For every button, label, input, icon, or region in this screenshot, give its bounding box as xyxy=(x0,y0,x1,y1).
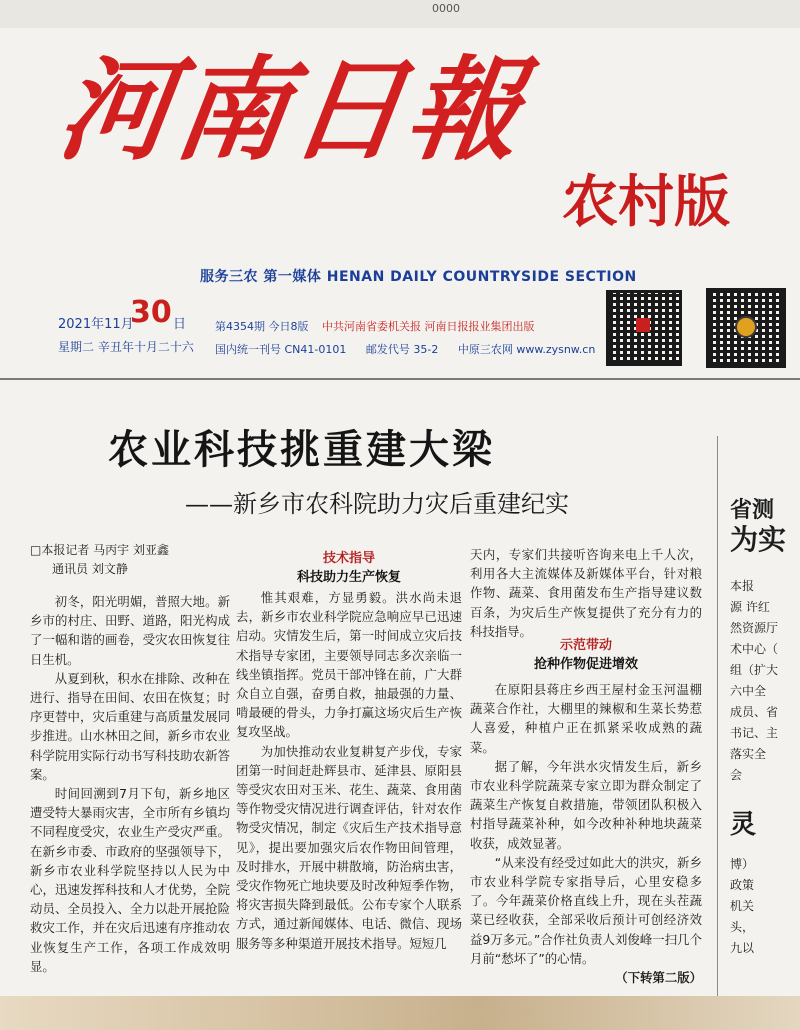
side-line: 落实全 xyxy=(730,747,767,761)
column-divider xyxy=(717,436,718,996)
masthead-title: 河南日報 xyxy=(50,45,534,176)
issue-number: 第4354期 今日8版 xyxy=(215,320,309,333)
edition-label: 农村版 xyxy=(562,169,730,235)
paragraph: 从夏到秋，积水在排除、改种在进行、指导在田间、农田在恢复；时序更替中，灾后重建与高质量发展同步推进。山水林田之间，新乡市农业科学院用实际行动书写科技助农新答案。 xyxy=(30,670,230,782)
photo-caption: …出翻 新 村 作 xyxy=(420,1006,536,1022)
side-line: 会 xyxy=(730,768,743,782)
section-header xyxy=(236,547,462,589)
website: 中原三农网 www.zysnw.cn xyxy=(457,343,596,356)
section-title: 示范带动 xyxy=(559,638,612,653)
side-line: 源 许红 xyxy=(730,600,770,614)
side-column-text xyxy=(730,576,800,786)
post-code: 邮发代号 35-2 xyxy=(365,343,439,356)
paragraph: 惟其艰难，方显勇毅。洪水尚未退去，新乡市农业科学院应急响应早已迅速启动。灾情发生后，第一时间成立灾后技术指导专家团，主要领导同志多次亲临一线坐镇指挥。党员干部冲锋在前，广大群众自立自强，奋勇自救，抽最强的力量、啃最硬的骨头，力争打赢这场灾后生产恢复攻坚战。 xyxy=(236,590,462,740)
side-line: 术中心（ xyxy=(730,642,779,656)
article-subhead: ——新乡市农科院助力灾后重建纪实 xyxy=(185,490,569,518)
side-kicker: 省测 xyxy=(730,498,775,523)
paragraph: 在原阳县蒋庄乡西王屋村金玉河温棚蔬菜合作社，大棚里的辣椒和生菜长势惹人喜爱，种植户正在抓紧采收成熟的蔬菜。 xyxy=(470,682,702,755)
date-suffix: 日 xyxy=(173,317,187,332)
paragraph: 据了解，今年洪水灾情发生后，新乡市农业科学院蔬菜专家立即为群众制定了蔬菜生产恢复自救措施，带领团队积极入村指导蔬菜补种，如今改种补种地块蔬菜收获，成效显著。 xyxy=(470,758,702,851)
lunar-date: 星期二 辛丑年十月二十六 xyxy=(58,340,194,354)
side-line: 六中全 xyxy=(730,684,767,698)
article-column-3-top xyxy=(470,545,702,641)
side-line: 头， xyxy=(730,920,755,934)
paragraph: 时间回溯到7月下旬，新乡地区遭受特大暴雨灾害，全市所有乡镇均不同程度受灾，农业生产受灾严重。在新乡市委、市政府的坚强领导下，新乡市农业科学院坚持以人民为中心，迅速发挥科技和人才优势，全院动员、全员投入、全力以赴开展抢险救灾工作，并在灾后迅速有序推动农业恢复生产工作，各项工作成效明显。 xyxy=(30,786,230,974)
side-line: 书记、主 xyxy=(730,726,779,740)
side-line: 本报 xyxy=(730,579,755,593)
publisher: 中共河南省委机关报 河南日报报业集团出版 xyxy=(322,320,535,333)
article-headline: 农业科技挑重建大梁 xyxy=(108,426,495,473)
article-column-2 xyxy=(236,588,462,953)
qr-logo-icon xyxy=(636,318,650,332)
byline-correspondent: 通讯员 刘文静 xyxy=(52,562,128,576)
paragraph: 为加快推动农业复耕复产步伐，专家团第一时间赶赴辉县市、延津县、原阳县等受灾农田对玉米、花生、蔬菜、食用菌等作物受灾情况进行调查评估，针对农作物受灾情况，制定《灾后生产技术指导意见》，提出要加强灾后农作物田间管理，及时排水，开展中耕散墒，防治病虫害，受灾作物死亡地块要及时改种短季作物，将灾害损失降到最低。公布专家个人联系方式，通过新闻媒体、电话、微信、现场服务等多种渠道开展技术指导。短短几 xyxy=(236,743,462,951)
byline: □本报记者 马丙宇 刘亚鑫 xyxy=(30,543,169,557)
side-line: 机关 xyxy=(730,899,755,913)
section-subtitle: 抢种作物促进增效 xyxy=(533,657,638,672)
section-header xyxy=(470,634,702,676)
side-line: 组（扩大 xyxy=(730,663,779,677)
side-headline-2: 灵 xyxy=(730,810,757,840)
top-code: 0000 xyxy=(432,2,460,15)
masthead-divider xyxy=(0,378,800,380)
continued-note: （下转第二版） xyxy=(615,970,702,986)
slogan: 服务三农 第一媒体 HENAN DAILY COUNTRYSIDE SECTION xyxy=(200,269,637,285)
side-column-text-2 xyxy=(730,854,800,959)
codes-line xyxy=(215,341,611,357)
section-title: 技术指导 xyxy=(322,551,375,566)
paragraph: 天内，专家们共接听咨询来电上千人次，利用各大主流媒体及新媒体平台，针对粮作物、蔬菜、食用菌发布生产指导建议数百条，为灾后生产恢复提供了充分有力的科技指导。 xyxy=(470,547,702,639)
paragraph: 初冬，阳光明媚，普照大地。新乡市的村庄、田野、道路，阳光构成了一幅和谐的画卷，受灾农田恢复往日生机。 xyxy=(30,594,230,667)
date-day: 30 xyxy=(130,295,172,330)
article-column-3 xyxy=(470,680,702,987)
qr-logo-icon xyxy=(735,316,757,338)
date-year-month: 2021年11月 xyxy=(58,317,134,332)
cn-number: 国内统一刊号 CN41-0101 xyxy=(215,343,347,356)
side-line: 九以 xyxy=(730,941,755,955)
side-line: 政策 xyxy=(730,878,755,892)
issue-line xyxy=(215,318,535,334)
side-line: 然资源厅 xyxy=(730,621,779,635)
paragraph: “从来没有经受过如此大的洪灾，新乡市农业科学院专家指导后，心里安稳多了。今年蔬菜价格直线上升，现在头茬蔬菜已经收获，全部采收后预计可创经济效益9万多元。”合作社负责人刘俊峰一扫几个月前“愁坏了”的心情。 xyxy=(470,854,702,966)
side-headline: 为实 xyxy=(730,523,787,556)
side-line: 成员、省 xyxy=(730,705,779,719)
top-strip xyxy=(0,0,800,28)
article-column-1 xyxy=(30,592,230,976)
bottom-photo xyxy=(0,996,800,1030)
section-subtitle: 科技助力生产恢复 xyxy=(296,570,401,585)
side-line: 博） xyxy=(730,857,755,871)
